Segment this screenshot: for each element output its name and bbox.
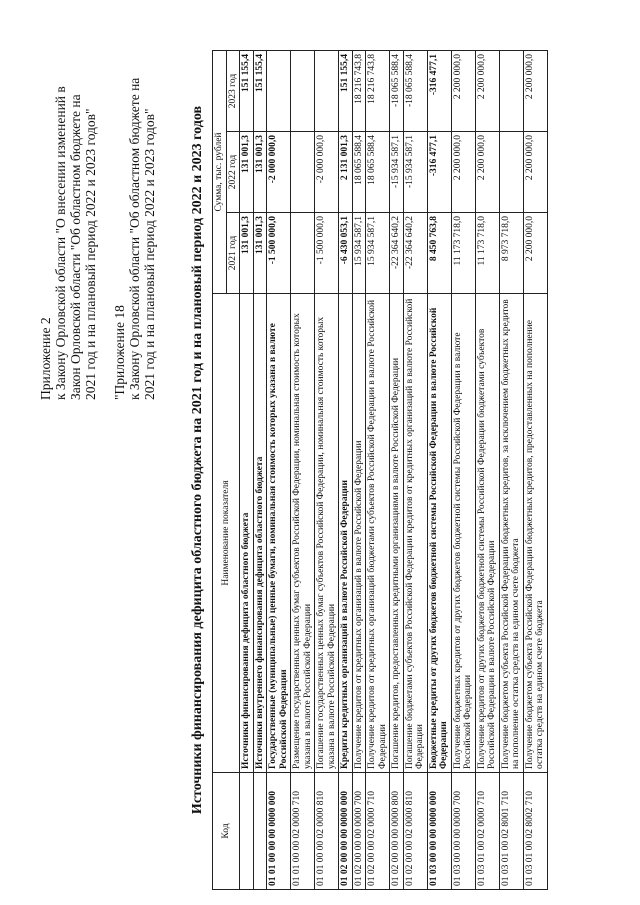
row-value-2021: -1 500 000,0 xyxy=(315,213,339,294)
row-value-2023: 2 200 000,0 xyxy=(451,51,475,132)
row-value-2022: -316 477,1 xyxy=(427,132,451,213)
appendix-line: Закон Орловской области "Об областном бюджете на xyxy=(68,94,83,400)
row-value-2022: 2 131 001,3 xyxy=(339,132,353,213)
row-code xyxy=(240,773,254,890)
table-row xyxy=(475,51,499,890)
row-code xyxy=(253,773,267,890)
table-row xyxy=(390,51,404,890)
row-value-2023 xyxy=(267,51,291,132)
table-row xyxy=(352,51,366,890)
header-sum: Сумма, тыс. рублей xyxy=(213,51,227,294)
row-value-2021: -22 364 640,2 xyxy=(403,213,427,294)
row-name: Погашение кредитов, предоставленных кредитными организациями в валюте Российской Федерации xyxy=(390,294,404,773)
row-code: 01 03 00 00 00 0000 700 xyxy=(451,773,475,890)
header-code: Код xyxy=(213,773,240,890)
row-name: Погашение бюджетами субъектов Российской Федерации кредитов от кредитных организаций в валюте Российской Федерации xyxy=(403,294,427,773)
prev-appendix-line: к Закону Орловской области "Об областном бюджете на xyxy=(127,77,142,400)
row-value-2023 xyxy=(315,51,339,132)
row-value-2023: 18 216 743,8 xyxy=(366,51,390,132)
row-code: 01 02 00 00 00 0000 000 xyxy=(339,773,353,890)
row-value-2021 xyxy=(291,213,315,294)
row-value-2021: 15 934 587,1 xyxy=(366,213,390,294)
appendix-title: Приложение 2 xyxy=(38,317,53,400)
row-value-2022: -2 000 000,0 xyxy=(267,132,291,213)
row-value-2023 xyxy=(499,51,523,132)
table-row xyxy=(427,51,451,890)
row-name: Получение кредитов от других бюджетов бюджетной системы Российской Федерации бюджетами субъектов Российской Федерации в валюте Российской Федерации xyxy=(475,294,499,773)
row-value-2023: -18 065 588,4 xyxy=(390,51,404,132)
table-row xyxy=(240,51,254,890)
row-value-2023: 2 200 000,0 xyxy=(475,51,499,132)
row-code: 01 01 00 00 00 0000 000 xyxy=(267,773,291,890)
row-name: Бюджетные кредиты от других бюджетов бюджетной системы Российской Федерации в валюте Российской Федерации xyxy=(427,294,451,773)
row-value-2022 xyxy=(291,132,315,213)
row-value-2021: -1 500 000,0 xyxy=(267,213,291,294)
row-value-2022: 131 001,3 xyxy=(253,132,267,213)
appendix-block xyxy=(38,70,157,400)
row-name: Получение бюджетных кредитов от других бюджетов бюджетной системы Российской Федерации в валюте Российской Федерации xyxy=(451,294,475,773)
prev-appendix-line: 2021 год и на плановый период 2022 и 2023 годов" xyxy=(142,108,157,400)
row-code: 01 03 01 00 02 8002 710 xyxy=(523,773,547,890)
row-name: Погашение государственных ценных бумаг субъектов Российской Федерации, номинальная стоимость которых указана в валюте Российской Федерации xyxy=(315,294,339,773)
row-value-2021: 11 173 718,0 xyxy=(451,213,475,294)
row-name: Источники финансирования дефицита областного бюджета xyxy=(240,294,254,773)
row-code: 01 02 00 00 02 0000 810 xyxy=(403,773,427,890)
appendix-line: 2021 год и на плановый период 2022 и 2023 годов" xyxy=(83,108,98,400)
row-value-2022: 2 200 000,0 xyxy=(475,132,499,213)
row-value-2023: -18 065 588,4 xyxy=(403,51,427,132)
row-value-2022: -15 934 587,1 xyxy=(390,132,404,213)
row-code: 01 03 01 00 02 8001 710 xyxy=(499,773,523,890)
header-year: 2023 год xyxy=(226,51,240,132)
row-value-2021: -22 364 640,2 xyxy=(390,213,404,294)
header-name: Наименование показателя xyxy=(213,294,240,773)
table-row xyxy=(403,51,427,890)
row-value-2023: 18 216 743,8 xyxy=(352,51,366,132)
row-value-2021: 2 200 000,0 xyxy=(523,213,547,294)
row-value-2022: 2 200 000,0 xyxy=(451,132,475,213)
row-value-2021: -6 430 053,1 xyxy=(339,213,353,294)
row-code: 01 02 00 00 00 0000 800 xyxy=(390,773,404,890)
row-name: Получение кредитов от кредитных организаций в валюте Российской Федерации xyxy=(352,294,366,773)
table-row xyxy=(253,51,267,890)
row-code: 01 03 00 00 00 0000 000 xyxy=(427,773,451,890)
row-name: Государственные (муниципальные) ценные бумаги, номинальная стоимость которых указана в валюте Российской Федерации xyxy=(267,294,291,773)
row-value-2021: 131 001,3 xyxy=(253,213,267,294)
row-value-2022: -15 934 587,1 xyxy=(403,132,427,213)
row-name: Размещение государственных ценных бумаг субъектов Российской Федерации, номинальная стоимость которых указана в валюте Российской Федерации xyxy=(291,294,315,773)
row-code: 01 01 00 00 02 0000 710 xyxy=(291,773,315,890)
prev-appendix-title: "Приложение 18 xyxy=(112,305,127,400)
row-name: Кредиты кредитных организаций в валюте Российской Федерации xyxy=(339,294,353,773)
row-value-2022: -2 000 000,0 xyxy=(315,132,339,213)
row-name: Получение бюджетом субъекта Российской Федерации бюджетных кредитов, предоставленных на пополнение остатка средств на едином счете бюджета xyxy=(523,294,547,773)
row-value-2022: 18 065 588,4 xyxy=(352,132,366,213)
table-row xyxy=(523,51,547,890)
table-row xyxy=(267,51,291,890)
row-code: 01 02 00 00 00 0000 700 xyxy=(352,773,366,890)
table-row xyxy=(499,51,523,890)
row-code: 01 02 00 00 02 0000 710 xyxy=(366,773,390,890)
row-value-2021: 131 001,3 xyxy=(240,213,254,294)
row-value-2023: 151 155,4 xyxy=(339,51,353,132)
header-year: 2021 год xyxy=(226,213,240,294)
table-row xyxy=(339,51,353,890)
table-row xyxy=(315,51,339,890)
row-name: Источники внутреннего финансирования дефицита областного бюджета xyxy=(253,294,267,773)
row-value-2021: 15 934 587,1 xyxy=(352,213,366,294)
row-name: Получение кредитов от кредитных организаций бюджетами субъектов Российской Федерации в валюте Российской Федерации xyxy=(366,294,390,773)
table-row xyxy=(291,51,315,890)
row-value-2022: 131 001,3 xyxy=(240,132,254,213)
row-value-2023: 2 200 000,0 xyxy=(523,51,547,132)
row-value-2023: 151 155,4 xyxy=(253,51,267,132)
appendix-line: к Закону Орловской области "О внесении изменений в xyxy=(53,86,68,400)
row-value-2022: 2 200 000,0 xyxy=(523,132,547,213)
row-value-2022: 18 065 588,4 xyxy=(366,132,390,213)
row-value-2023 xyxy=(291,51,315,132)
row-code: 01 01 00 00 02 0000 810 xyxy=(315,773,339,890)
header-year: 2022 год xyxy=(226,132,240,213)
row-value-2021: 8 973 718,0 xyxy=(499,213,523,294)
row-value-2022 xyxy=(499,132,523,213)
row-name: Получение бюджетом субъекта Российской Федерации бюджетных кредитов, за исключением бюджетных кредитов на пополнение остатка средств на едином счете бюджета xyxy=(499,294,523,773)
table-row xyxy=(366,51,390,890)
row-value-2023: 151 155,4 xyxy=(240,51,254,132)
row-code: 01 03 01 00 02 0000 710 xyxy=(475,773,499,890)
document-title: Источники финансирования дефицита областного бюджета на 2021 год и на плановый период 2022 и 2023 годов xyxy=(190,105,205,815)
financing-table xyxy=(212,50,548,890)
row-value-2021: 11 173 718,0 xyxy=(475,213,499,294)
table-row xyxy=(451,51,475,890)
row-value-2023: -316 477,1 xyxy=(427,51,451,132)
row-value-2021: 8 450 763,8 xyxy=(427,213,451,294)
